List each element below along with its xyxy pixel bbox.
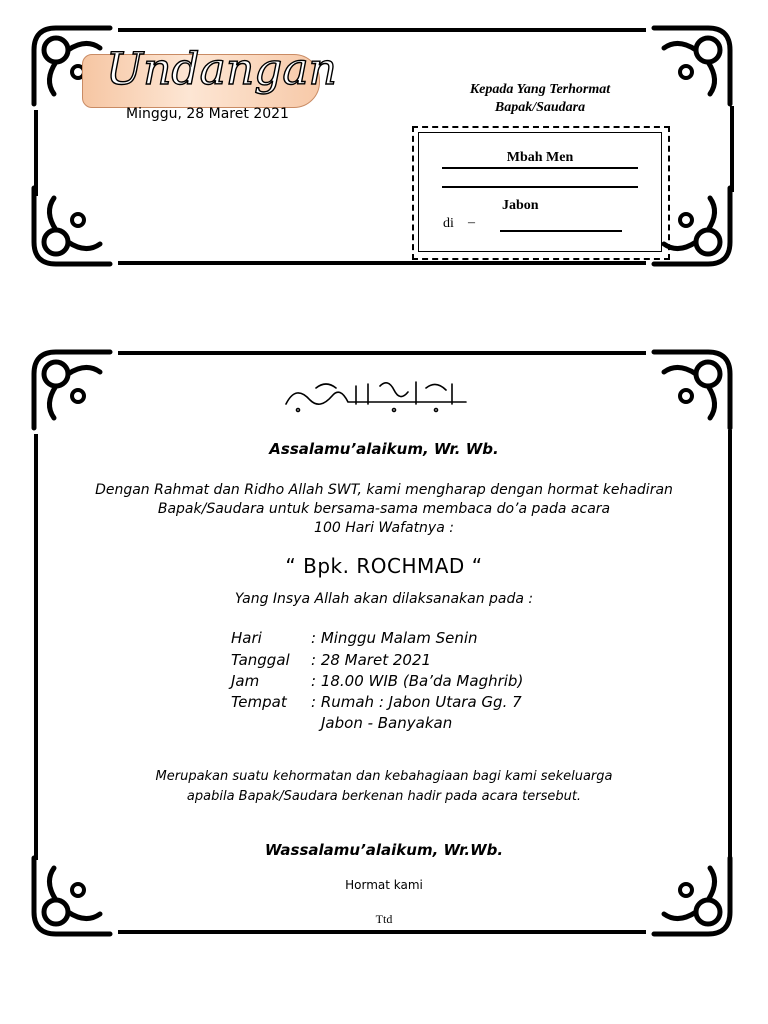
deceased-name: “ Bpk. ROCHMAD “	[285, 554, 483, 578]
intro-line-2: Bapak/Saudara untuk bersama-sama membaca do’a pada acara	[157, 501, 611, 517]
blank-line	[442, 186, 638, 188]
intro-line-1: Dengan Rahmat dan Ridho Allah SWT, kami mengharap dengan hormat kehadiran	[95, 482, 673, 498]
detail-label-tempat: Tempat	[231, 693, 287, 711]
corner-ornament-icon	[26, 344, 118, 436]
corner-ornament-icon	[26, 850, 118, 942]
di-dash: –	[468, 215, 475, 230]
detail-label-hari: Hari	[231, 629, 262, 647]
farewell: Wassalamu’alaikum, Wr.Wb.	[264, 841, 504, 859]
envelope-date: Minggu, 28 Maret 2021	[126, 106, 289, 122]
detail-label-tanggal: Tanggal	[231, 651, 290, 669]
closing-line-2: apabila Bapak/Saudara berkenan hadir pada acara tersebut.	[186, 789, 582, 804]
detail-value-hari: : Minggu Malam Senin	[311, 629, 478, 647]
frame-bottom	[118, 261, 646, 265]
corner-ornament-icon	[646, 20, 738, 112]
recipient-heading-1: Kepada Yang Terhormat	[469, 82, 611, 97]
name-underline	[442, 167, 638, 169]
frame-left	[34, 434, 38, 860]
intro-line-3: 100 Hari Wafatnya :	[314, 520, 454, 536]
corner-ornament-icon	[26, 180, 118, 272]
detail-value-tempat: : Rumah : Jabon Utara Gg. 7	[311, 693, 522, 711]
detail-value-jam: : 18.00 WIB (Ba’da Maghrib)	[311, 672, 524, 690]
frame-right	[728, 430, 732, 860]
frame-top	[118, 28, 646, 32]
schedule-intro: Yang Insya Allah akan dilaksanakan pada :	[234, 591, 534, 607]
signature: Ttd	[375, 912, 393, 926]
address-line-2: Jabon - Banyakan	[321, 714, 453, 732]
detail-value-tanggal: : 28 Maret 2021	[311, 651, 432, 669]
corner-ornament-icon	[646, 850, 738, 942]
place-underline	[500, 230, 622, 232]
corner-ornament-icon	[646, 344, 738, 436]
recipient-place: Jabon	[502, 198, 539, 213]
recipient-name: Mbah Men	[506, 150, 574, 165]
signoff: Hormat kami	[345, 878, 423, 892]
recipient-heading-2: Bapak/Saudara	[494, 100, 586, 115]
frame-bottom	[118, 930, 646, 934]
invitation-title: Undangan	[106, 44, 337, 95]
greeting: Assalamu’alaikum, Wr. Wb.	[269, 440, 499, 458]
basmala-calligraphy-icon	[276, 374, 480, 416]
closing-line-1: Merupakan suatu kehormatan dan kebahagiaan bagi kami sekeluarga	[155, 769, 613, 784]
frame-top	[118, 351, 646, 355]
detail-label-jam: Jam	[231, 672, 260, 690]
di-label: di	[443, 216, 454, 231]
